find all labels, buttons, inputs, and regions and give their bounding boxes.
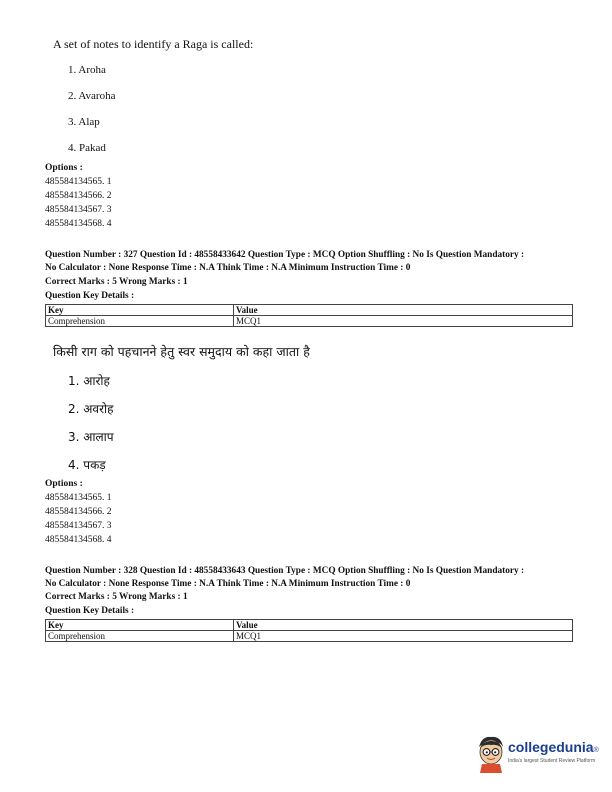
marks-line: Correct Marks : 5 Wrong Marks : 1 — [45, 277, 188, 287]
logo-tagline: India's largest Student Review Platform — [508, 758, 596, 764]
value-cell: MCQ1 — [234, 316, 573, 327]
key-table-header — [46, 620, 573, 631]
option-item: 2. अवरोह — [68, 402, 114, 416]
option-item: 3. Alap — [68, 116, 100, 128]
key-table-header — [46, 305, 573, 316]
key-header: Key — [46, 305, 234, 316]
option-id: 485584134565. 1 — [45, 493, 112, 503]
question-text: A set of notes to identify a Raga is called: — [53, 37, 254, 51]
option-id: 485584134567. 3 — [45, 521, 112, 531]
key-table — [45, 304, 573, 327]
value-header: Value — [234, 620, 573, 631]
key-header: Key — [46, 620, 234, 631]
option-id: 485584134568. 4 — [45, 219, 112, 229]
key-details-title: Question Key Details : — [45, 606, 135, 616]
question-meta-line: Question Number : 328 Question Id : 48558433643 Question Type : MCQ Option Shuffling : No Is Question Mandatory : — [45, 566, 525, 576]
option-id: 485584134565. 1 — [45, 177, 112, 187]
student-mascot-icon — [474, 733, 508, 773]
table-row — [46, 631, 573, 642]
option-item: 3. आलाप — [68, 430, 114, 444]
question-meta-line: No Calculator : None Response Time : N.A Think Time : N.A Minimum Instruction Time : 0 — [45, 579, 411, 589]
question-meta-line: Question Number : 327 Question Id : 48558433642 Question Type : MCQ Option Shuffling : No Is Question Mandatory : — [45, 250, 525, 260]
option-id: 485584134566. 2 — [45, 191, 112, 201]
option-item: 2. Avaroha — [68, 90, 116, 102]
collegedunia-logo — [474, 733, 602, 773]
question-text: किसी राग को पहचानने हेतु स्वर समुदाय को कहा जाता है — [53, 344, 310, 359]
question-meta-line: No Calculator : None Response Time : N.A Think Time : N.A Minimum Instruction Time : 0 — [45, 263, 411, 273]
option-item: 1. Aroha — [68, 64, 106, 76]
option-id: 485584134567. 3 — [45, 205, 112, 215]
options-title: Options : — [45, 163, 83, 173]
option-item: 1. आरोह — [68, 374, 110, 388]
key-cell: Comprehension — [46, 631, 234, 642]
option-item: 4. Pakad — [68, 142, 106, 154]
marks-line: Correct Marks : 5 Wrong Marks : 1 — [45, 592, 188, 602]
option-id: 485584134566. 2 — [45, 507, 112, 517]
key-details-title: Question Key Details : — [45, 291, 135, 301]
value-header: Value — [234, 305, 573, 316]
option-item: 4. पकड़ — [68, 458, 106, 472]
table-row — [46, 316, 573, 327]
option-id: 485584134568. 4 — [45, 535, 112, 545]
options-title: Options : — [45, 479, 83, 489]
key-cell: Comprehension — [46, 316, 234, 327]
logo-wordmark: collegedunia® — [508, 739, 599, 755]
value-cell: MCQ1 — [234, 631, 573, 642]
key-table — [45, 619, 573, 642]
